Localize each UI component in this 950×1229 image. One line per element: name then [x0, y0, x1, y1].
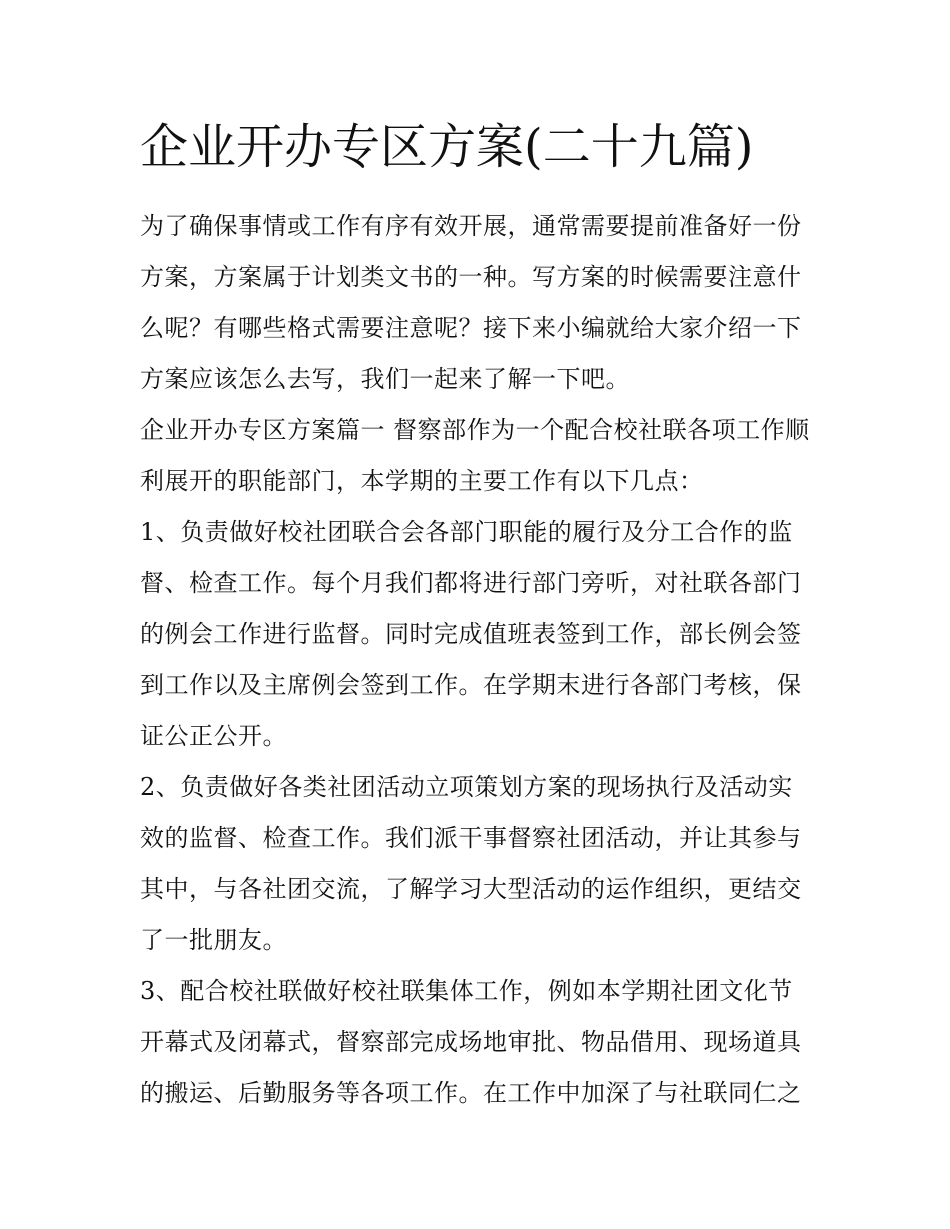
section-one-paragraph: 企业开办专区方案篇一 督察部作为一个配合校社联各项工作顺利展开的职能部门，本学期的主要工作有以下几点：: [140, 416, 810, 495]
item-2-paragraph: 2、负责做好各类社团活动立项策划方案的现场执行及活动实效的监督、检查工作。我们派干事督察社团活动，并让其参与其中，与各社团交流，了解学习大型活动的运作组织，更结交了一批朋友。: [140, 773, 802, 954]
document-body: [140, 115, 812, 1119]
item-3-paragraph: 3、配合校社联做好校社联集体工作，例如本学期社团文化节开幕式及闭幕式，督察部完成场地审批、物品借用、现场道具的搬运、后勤服务等各项工作。在工作中加深了与社联同仁之: [140, 977, 802, 1107]
item-1-paragraph: 1、负责做好校社团联合会各部门职能的履行及分工合作的监督、检查工作。每个月我们都将进行部门旁听，对社联各部门的例会工作进行监督。同时完成值班表签到工作，部长例会签到工作以及主席例会签到工作。在学期末进行各部门考核，保证公正公开。: [140, 518, 802, 750]
intro-paragraph: 为了确保事情或工作有序有效开展，通常需要提前准备好一份方案，方案属于计划类文书的一种。写方案的时候需要注意什么呢？有哪些格式需要注意呢？接下来小编就给大家介绍一下方案应该怎么去写，我们一起来了解一下吧。: [140, 212, 802, 393]
document-title: 企业开办专区方案(二十九篇): [140, 119, 754, 175]
